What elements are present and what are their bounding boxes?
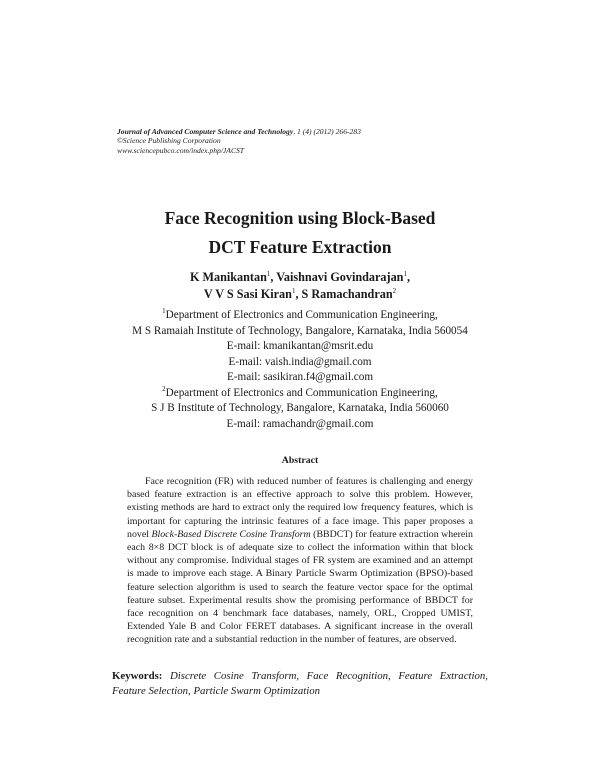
abstract-body <box>127 475 473 647</box>
paper-title-line-1: Face Recognition using Block-Based <box>164 208 436 228</box>
affiliations <box>0 308 600 432</box>
journal-header <box>117 127 361 155</box>
email: E-mail: vaish.india@gmail.com <box>228 355 372 368</box>
affil-mark: 1 <box>162 307 166 315</box>
author-name: V V S Sasi Kiran <box>203 287 292 301</box>
author-name: S Ramachandran <box>301 287 393 301</box>
author-affil-mark: 1 <box>266 270 271 278</box>
email: E-mail: sasikiran.f4@gmail.com <box>226 371 374 383</box>
author-name: Vaishnavi Govindarajan <box>276 270 404 284</box>
journal-url: www.sciencepubco.com/index.php/JACST <box>117 145 245 155</box>
author-affil-mark: 1 <box>403 270 407 278</box>
institution: M S Ramaiah Institute of Technology, Bangalore, Karnataka, India 560054 <box>132 324 468 337</box>
author-name: K Manikantan <box>189 270 267 284</box>
institution: S J B Institute of Technology, Bangalore, Karnataka, India 560060 <box>151 402 449 414</box>
keywords-list: Discrete Cosine Transform, Face Recognition, Feature Extraction, Feature Selection, Particle Swarm Optimization <box>112 670 488 697</box>
journal-volume: , 1 (4) (2012) 266-283 <box>293 127 361 136</box>
affil-mark: 2 <box>162 384 166 393</box>
department: Department of Electronics and Communication Engineering, <box>165 386 438 399</box>
publisher: ©Science Publishing Corporation <box>117 136 221 146</box>
keywords <box>112 669 488 699</box>
email: E-mail: ramachandr@gmail.com <box>226 417 374 430</box>
email: E-mail: kmanikantan@msrit.edu <box>226 340 374 352</box>
journal-name: Journal of Advanced Computer Science and Technology <box>117 127 294 136</box>
paper-title-line-2: DCT Feature Extraction <box>208 237 392 257</box>
author-affil-mark: 1 <box>291 287 296 295</box>
abstract-text: (BBDCT) for feature extraction wherein each 8×8 DCT block is of adequate size to collect the information within that block without any compromise. Individual stages of FR system are examined and an attempt is made to improve each stage. A Binary Particle Swarm Optimization (BPSO)-based feature selection algorithm is used to search the feature vector space for the optimal feature subset. Experimental results show the promising performance of BBDCT for face recognition on 4 benchmark face databases, namely, ORL, Cropped UMIST, Extended Yale B and Color FERET databases. A significant increase in the overall recognition rate and a substantial reduction in the number of features, are observed. <box>127 528 473 646</box>
abstract-heading: Abstract <box>281 455 319 466</box>
author-affil-mark: 2 <box>392 287 397 295</box>
author-list: K Manikantan$^1$, Vaishnavi Govindarajan$^1$, V V S Sasi Kiran$^1$, S Ramachandran$^2$ <box>189 270 410 301</box>
department: Department of Electronics and Communication Engineering, <box>165 309 438 321</box>
abstract-text: Face recognition (FR) with reduced number of features is challenging and energy based feature extraction is an effective approach to solve this problem. However, existing methods are hard to extract only the required low frequency features, which is important for capturing the intrinsic features of a face image. This paper proposes a novel <box>127 476 473 540</box>
keywords-label: Keywords: <box>112 670 163 682</box>
abstract-italic-term: Block-Based Discrete Cosine Transform <box>151 528 311 540</box>
